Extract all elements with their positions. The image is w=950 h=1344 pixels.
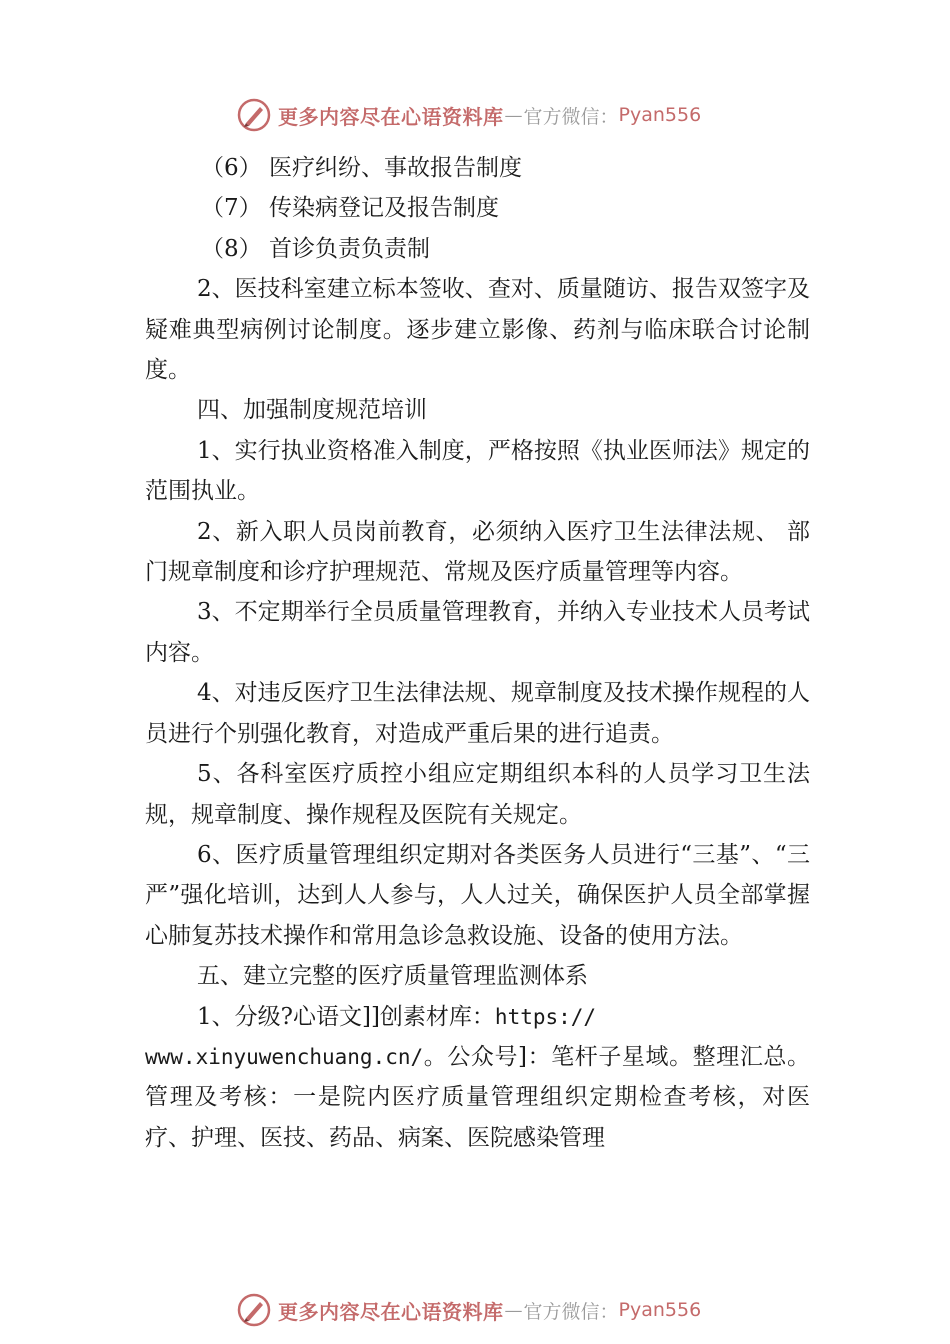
pen-seal-logo (236, 97, 272, 133)
banner-wechat-id: Pyan556 (618, 1299, 702, 1321)
banner-wechat-label: 官方微信： (523, 105, 619, 128)
section-heading-5: 五、建立完整的医疗质量管理监测体系 (197, 963, 588, 990)
list-item-6: （6） 医疗纠纷、事故报告制度 (201, 155, 522, 181)
banner-brand-text: 更多内容尽在心语资料库 (278, 1299, 504, 1324)
paragraph-training-1: 1、实行执业资格准入制度，严格按照《执业医师法》规定的范围执业。 (145, 437, 810, 505)
document-body (145, 148, 810, 1158)
paragraph-medical-tech: 2、医技科室建立标本签收、查对、质量随访、报告双签字及疑难典型病例讨论制度。逐步建立影像、药剂与临床联合讨论制度。 (145, 276, 810, 384)
paragraph-training-6: 6、医疗质量管理组织定期对各类医务人员进行“三基”、“三严”强化培训，达到人人参与，人人过关，确保医护人员全部掌握心肺复苏技术操作和常用急诊急救设施、设备的使用方法。 (145, 841, 810, 949)
paragraph-training-5: 5、各科室医疗质控小组应定期组织本科的人员学习卫生法规，规章制度、操作规程及医院有关规定。 (145, 761, 810, 828)
paragraph-monitoring-1-lead: 1、分级?心语文]]创素材库： (197, 1003, 495, 1030)
banner-wechat-id: Pyan556 (618, 104, 702, 126)
paragraph-training-2: 2、新入职人员岗前教育，必须纳入医疗卫生法律法规、 部门规章制度和诊疗护理规范、常规及医疗质量管理等内容。 (145, 518, 810, 586)
watermark-banner-bottom (236, 1290, 756, 1330)
paragraph-training-3: 3、不定期举行全员质量管理教育，并纳入专业技术人员考试内容。 (145, 599, 810, 666)
list-item-8: （8） 首诊负责负责制 (201, 235, 430, 262)
list-item-7: （7） 传染病登记及报告制度 (201, 195, 499, 222)
paragraph-monitoring-1 (145, 997, 810, 1159)
banner-wechat-label: 官方微信： (523, 1300, 619, 1323)
watermark-banner-top (236, 95, 756, 135)
url-part-2: www.xinyuwenchuang.cn/ (145, 1044, 424, 1069)
pen-seal-logo (236, 1292, 272, 1328)
section-heading-4: 四、加强制度规范培训 (197, 397, 427, 424)
banner-dash: — (504, 104, 523, 126)
url-part-1: https:// (494, 1004, 597, 1029)
banner-brand-text: 更多内容尽在心语资料库 (278, 104, 504, 129)
paragraph-training-4: 4、对违反医疗卫生法律法规、规章制度及技术操作规程的人员进行个别强化教育，对造成严重后果的进行追责。 (145, 680, 810, 747)
banner-dash: — (504, 1299, 523, 1321)
paragraph-monitoring-1-rest: 。公众号]：笔杆子星域。整理汇总。管理及考核：一是院内医疗质量管理组织定期检查考核，对医疗、护理、医技、药品、病案、医院感染管理 (145, 1043, 810, 1151)
